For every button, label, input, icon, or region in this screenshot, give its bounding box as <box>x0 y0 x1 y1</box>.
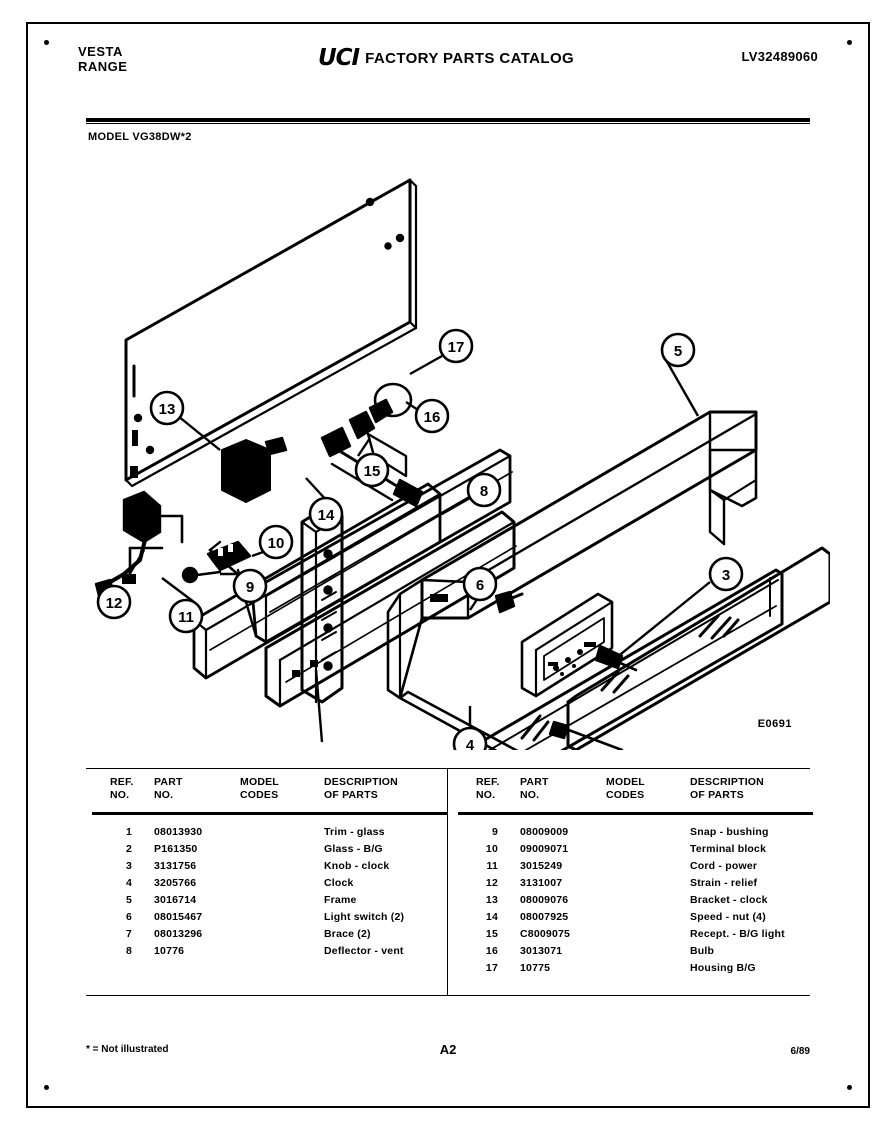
cell-part: 08009009 <box>520 826 569 838</box>
cell-part: C8009075 <box>520 928 571 940</box>
cell-ref: 2 <box>125 843 132 855</box>
cell-desc: Deflector - vent <box>324 945 404 957</box>
revision-date: 6/89 <box>790 1046 810 1057</box>
header-part-no: PART NO. <box>520 776 549 801</box>
callout-3 <box>710 558 742 590</box>
cell-desc: Light switch (2) <box>324 911 405 923</box>
callout-12 <box>98 586 130 618</box>
table-rows-right <box>458 814 813 979</box>
cell-desc: Frame <box>324 894 357 906</box>
table-header-right <box>458 768 813 814</box>
table-row <box>92 843 447 860</box>
header-description: DESCRIPTION OF PARTS <box>324 776 398 801</box>
clock <box>522 594 636 696</box>
cell-part: 08013930 <box>154 826 203 838</box>
cell-desc: Terminal block <box>690 843 767 855</box>
cell-part: 3131007 <box>520 877 563 889</box>
footnote: * = Not illustrated <box>86 1044 169 1055</box>
table-row <box>458 843 813 860</box>
brand-line-1: VESTA <box>78 44 123 59</box>
parts-table <box>86 768 810 996</box>
cell-part: 08013296 <box>154 928 203 940</box>
cell-desc: Glass - B/G <box>324 843 383 855</box>
page-number: A2 <box>439 1042 457 1057</box>
callout-9 <box>234 570 266 602</box>
cell-part: 10776 <box>154 945 185 957</box>
table-row <box>458 826 813 843</box>
cell-desc: Knob - clock <box>324 860 390 872</box>
callout-10 <box>260 526 292 558</box>
uci-logo: UCI <box>318 45 360 71</box>
callout-label: 15 <box>363 463 381 480</box>
cell-ref: 17 <box>485 962 498 974</box>
callout-label: 10 <box>267 535 285 552</box>
callout-label: 3 <box>721 567 731 584</box>
table-row <box>458 962 813 979</box>
table-row <box>458 894 813 911</box>
table-row <box>92 911 447 928</box>
frame <box>388 412 756 698</box>
cell-ref: 6 <box>125 911 132 923</box>
table-row <box>92 945 447 962</box>
callout-label: 8 <box>479 483 489 500</box>
callout-5 <box>662 334 694 366</box>
parts-table-left <box>92 768 447 996</box>
cell-part: 3013071 <box>520 945 563 957</box>
catalog-title-block <box>318 45 574 71</box>
cell-desc: Strain - relief <box>690 877 758 889</box>
corner-dot <box>44 40 49 45</box>
model-label: MODEL VG38DW*2 <box>88 131 192 143</box>
header-rule-thin <box>86 123 810 124</box>
cell-ref: 5 <box>125 894 132 906</box>
cell-ref: 3 <box>125 860 132 872</box>
table-header-left <box>92 768 447 814</box>
cell-part: 09009071 <box>520 843 569 855</box>
cell-desc: Speed - nut (4) <box>690 911 766 923</box>
header-ref-no: REF. NO. <box>476 776 500 801</box>
callout-14 <box>310 498 342 530</box>
table-row <box>458 877 813 894</box>
callout-label: 17 <box>447 339 465 356</box>
table-center-divider <box>447 768 448 996</box>
callout-13 <box>151 392 183 424</box>
table-row <box>458 911 813 928</box>
header-model-codes: MODEL CODES <box>606 776 645 801</box>
cell-ref: 8 <box>125 945 132 957</box>
cell-ref: 12 <box>485 877 498 889</box>
cell-part: P161350 <box>154 843 198 855</box>
cell-ref: 10 <box>485 843 498 855</box>
header-part-no: PART NO. <box>154 776 183 801</box>
cell-part: 3016714 <box>154 894 197 906</box>
cell-ref: 11 <box>486 860 498 872</box>
cell-desc: Snap - bushing <box>690 826 769 838</box>
light-switch <box>496 592 522 612</box>
callout-17 <box>440 330 472 362</box>
callout-15 <box>356 454 388 486</box>
cell-part: 3015249 <box>520 860 563 872</box>
cell-part: 08009076 <box>520 894 569 906</box>
cell-ref: 14 <box>485 911 498 923</box>
callout-label: 6 <box>475 577 485 594</box>
callout-label: 4 <box>465 737 475 750</box>
cell-ref: 7 <box>125 928 132 940</box>
corner-dot <box>44 1085 49 1090</box>
cell-desc: Bracket - clock <box>690 894 768 906</box>
cell-ref: 9 <box>491 826 498 838</box>
header-rule <box>86 118 810 122</box>
callout-label: 9 <box>245 579 255 596</box>
callout-8 <box>468 474 500 506</box>
cell-part: 08007925 <box>520 911 569 923</box>
drawing-code: E0691 <box>757 718 792 730</box>
cell-part: 10775 <box>520 962 551 974</box>
cell-desc: Clock <box>324 877 354 889</box>
callout-label: 5 <box>673 343 683 360</box>
callout-11 <box>170 600 202 632</box>
cell-part: 3131756 <box>154 860 197 872</box>
callout-label: 13 <box>158 401 176 418</box>
table-row <box>458 945 813 962</box>
cell-ref: 13 <box>485 894 498 906</box>
table-rows-left <box>92 814 447 962</box>
cell-desc: Cord - power <box>690 860 758 872</box>
table-row <box>458 860 813 877</box>
table-row <box>92 826 447 843</box>
clock-bracket <box>222 438 286 502</box>
cell-part: 3205766 <box>154 877 197 889</box>
corner-dot <box>847 40 852 45</box>
callout-label: 14 <box>317 507 335 524</box>
table-row <box>92 928 447 945</box>
parts-table-right <box>458 768 813 996</box>
cell-desc: Bulb <box>690 945 715 957</box>
cell-desc: Brace (2) <box>324 928 371 940</box>
cell-desc: Housing B/G <box>690 962 756 974</box>
callout-label: 16 <box>423 409 441 426</box>
header-description: DESCRIPTION OF PARTS <box>690 776 764 801</box>
callout-16 <box>416 400 448 432</box>
snap-bushing <box>183 568 220 582</box>
callout-label: 11 <box>178 609 194 626</box>
cell-ref: 15 <box>485 928 498 940</box>
table-row <box>92 860 447 877</box>
cell-ref: 16 <box>485 945 498 957</box>
header-model-codes: MODEL CODES <box>240 776 279 801</box>
cell-part: 08015467 <box>154 911 203 923</box>
catalog-number: LV32489060 <box>741 49 818 64</box>
brand-name <box>78 44 127 74</box>
cell-desc: Recept. - B/G light <box>690 928 785 940</box>
catalog-title: FACTORY PARTS CATALOG <box>365 49 575 67</box>
callout-4 <box>454 728 486 750</box>
callout-6 <box>464 568 496 600</box>
cell-ref: 1 <box>125 826 132 838</box>
header-ref-no: REF. NO. <box>110 776 134 801</box>
corner-dot <box>847 1085 852 1090</box>
table-row <box>92 877 447 894</box>
table-row <box>92 894 447 911</box>
brand-line-2: RANGE <box>78 59 128 74</box>
cell-ref: 4 <box>125 877 132 889</box>
table-row <box>458 928 813 945</box>
callout-label: 12 <box>105 595 123 612</box>
exploded-parts-diagram <box>70 150 830 750</box>
cell-desc: Trim - glass <box>324 826 385 838</box>
